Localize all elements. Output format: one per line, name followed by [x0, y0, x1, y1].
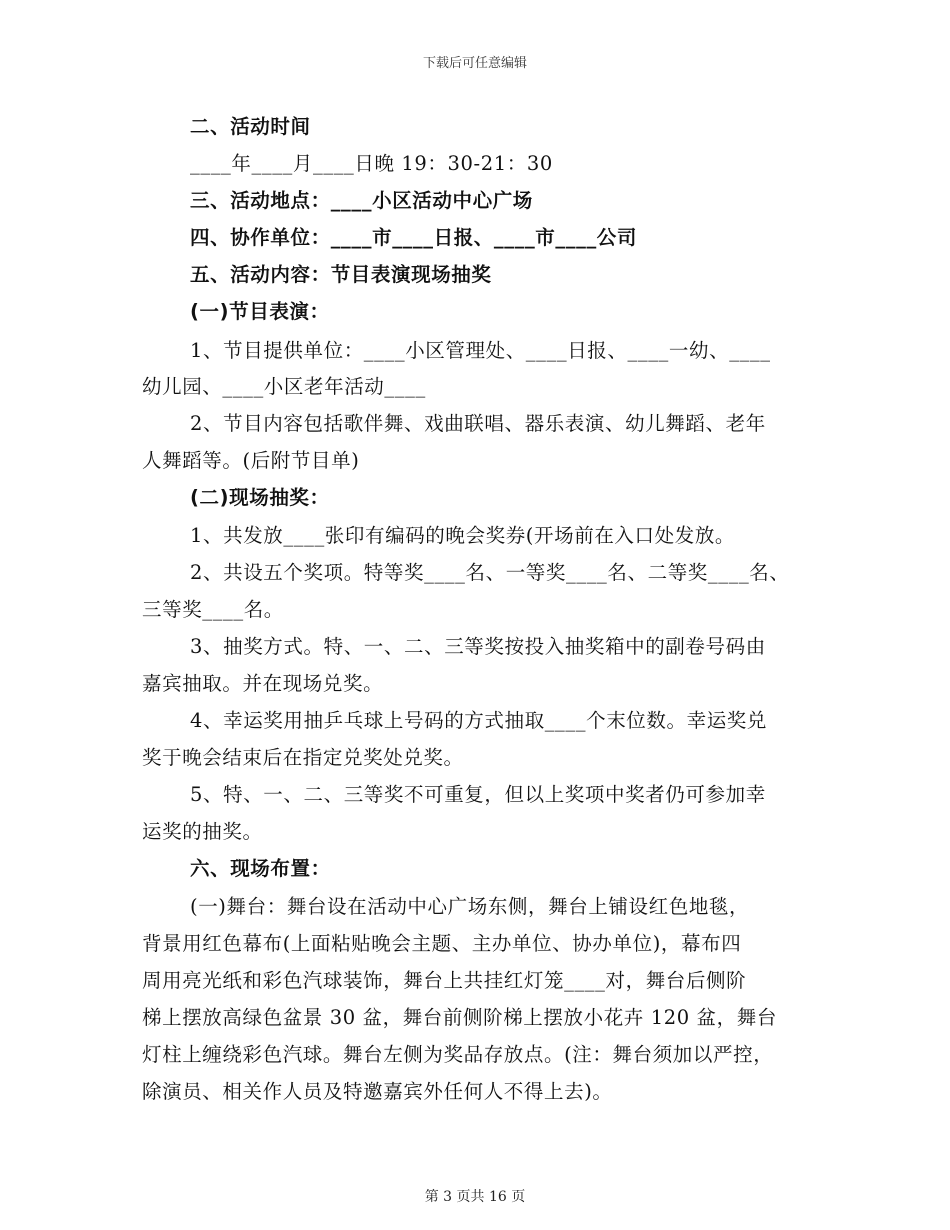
section-heading-location: 三、活动地点：____小区活动中心广场 [190, 189, 533, 212]
page-header: 下载后可任意编辑 [422, 56, 527, 71]
paragraph-line: 2、共设五个奖项。特等奖____名、一等奖____名、二等奖____名、 [190, 561, 790, 584]
page-footer: 第 3 页共 16 页 [424, 1189, 526, 1205]
paragraph-line: 周用亮光纸和彩色汽球装饰，舞台上共挂红灯笼____对，舞台后侧阶 [142, 969, 747, 992]
section-heading-time: 二、活动时间 [190, 115, 311, 138]
section-heading-layout: 六、现场布置： [190, 857, 331, 880]
paragraph-line: 灯柱上缠绕彩色汽球。舞台左侧为奖品存放点。(注：舞台须加以严控， [142, 1043, 774, 1066]
subheading-performance: (一)节目表演： [190, 300, 330, 323]
paragraph-line: 5、特、一、二、三等奖不可重复，但以上奖项中奖者仍可参加幸 [190, 783, 766, 806]
paragraph-line: 2、节目内容包括歌伴舞、戏曲联唱、器乐表演、幼儿舞蹈、老年 [190, 412, 766, 435]
paragraph-line: 嘉宾抽取。并在现场兑奖。 [142, 672, 384, 695]
paragraph-line: 运奖的抽奖。 [142, 820, 263, 843]
section-heading-partners: 四、协作单位：____市____日报、____市____公司 [190, 226, 637, 249]
paragraph-line: 3、抽奖方式。特、一、二、三等奖按投入抽奖箱中的副卷号码由 [190, 635, 766, 658]
paragraph-line: 三等奖____名。 [142, 598, 284, 621]
paragraph-line: 人舞蹈等。(后附节目单) [142, 449, 360, 472]
paragraph-line: 奖于晚会结束后在指定兑奖处兑奖。 [142, 746, 464, 769]
paragraph-line: 1、节目提供单位：____小区管理处、____日报、____一幼、____ [190, 339, 771, 362]
time-text: ____年____月____日晚 19：30-21：30 [190, 152, 553, 175]
paragraph-line: 1、共发放____张印有编码的晚会奖券(开场前在入口处发放。 [190, 524, 736, 547]
section-heading-content: 五、活动内容：节目表演现场抽奖 [190, 263, 492, 286]
paragraph-line: 梯上摆放高绿色盆景 30 盆，舞台前侧阶梯上摆放小花卉 120 盆，舞台 [142, 1006, 777, 1029]
paragraph-line: (一)舞台：舞台设在活动中心广场东侧，舞台上铺设红色地毯， [190, 895, 750, 918]
paragraph-line: 4、幸运奖用抽乒乓球上号码的方式抽取____个末位数。幸运奖兑 [190, 709, 768, 732]
paragraph-line: 背景用红色幕布(上面粘贴晚会主题、主办单位、协办单位)，幕布四 [142, 932, 742, 955]
subheading-lottery: (二)现场抽奖： [190, 486, 330, 509]
paragraph-line: 幼儿园、____小区老年活动____ [142, 375, 426, 398]
paragraph-line: 除演员、相关作人员及特邀嘉宾外任何人不得上去)。 [142, 1080, 613, 1103]
